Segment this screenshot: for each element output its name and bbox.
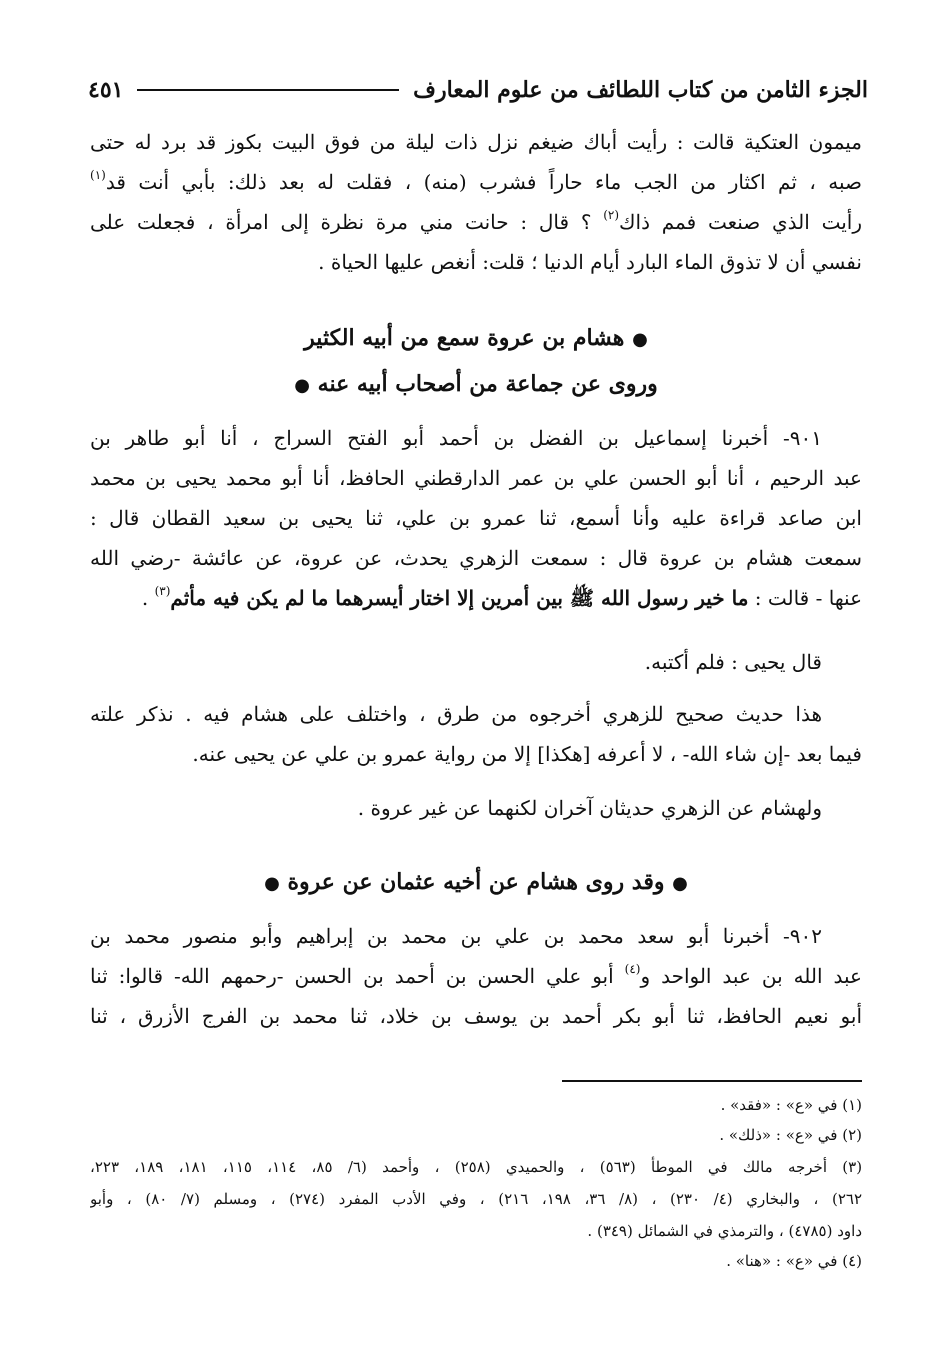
text-segment: صبه ، ثم اكثار من الجب ماء حاراً فشرب (منه) ، فقلت له بعد ذلك: بأبي أنت قد — [105, 170, 862, 194]
text-line: عبد الرحيم ، أنا أبو الحسن علي بن عمر الدارقطني الحافظ، أنا أبو محمد يحيى بن محمد — [90, 466, 862, 490]
footnote-ref[interactable]: (١) — [90, 168, 106, 182]
page-number: ٤٥١ — [88, 77, 124, 103]
footnote-2: (٢) في «ع» : «ذلك» . — [719, 1126, 862, 1144]
text-line: هذا حديث صحيح للزهري أخرجوه من طرق ، واختلف على هشام فيه . نذكر علته — [90, 702, 823, 726]
yahya-note — [90, 642, 862, 682]
text-line: فيما بعد -إن شاء الله- ، لا أعرفه [هكذا] إلا من رواية عمرو بن علي عن يحيى عنه. — [192, 742, 862, 766]
text-line: نفسي أن لا تذوق الماء البارد أيام الدنيا ؛ قلت: أنغص عليها الحياة . — [318, 250, 862, 274]
text-line: ميمون العتكية قالت : رأيت أباك ضيغم نزل ذات ليلة من فوق البيت بكوز قد برد له حتى — [90, 130, 862, 154]
text-line: ٩٠٢- أخبرنا أبو سعد محمد بن علي بن محمد بن إبراهيم وأبو منصور محمد بن — [90, 924, 822, 948]
bullet-icon: ● — [632, 329, 648, 350]
text-segment: عنها - قالت : — [748, 586, 862, 610]
heading-text: وروى عن جماعة من أصحاب أبيه عنه — [317, 371, 658, 397]
text-line: سمعت هشام بن عروة قال : سمعت الزهري يحدث، عن عروة، عن عائشة -رضي الله — [90, 546, 862, 570]
footnote-3: (٣) أخرجه مالك في الموطأ (٥٦٣) ، والحميدي (٢٥٨) ، وأحمد (٦/ ٨٥، ١١٤، ١١٥، ١٨١، ١٨٩، ٢٢٣، — [90, 1158, 862, 1176]
section-heading-1 — [90, 316, 862, 362]
text-segment: رأيت الذي صنعت فمم ذاك — [619, 210, 862, 234]
footnote-4: (٤) في «ع» : «هنا» . — [726, 1252, 862, 1270]
heading-text: هشام بن عروة سمع من أبيه الكثير — [304, 325, 625, 351]
running-title: الجزء الثامن من كتاب اللطائف من علوم المعارف — [413, 77, 868, 103]
text-segment: ؟ قال : حانت مني مرة نظرة إلى امرأة ، فجعلت على — [90, 210, 604, 234]
text-line: ولهشام عن الزهري حديثان آخران لكنهما عن غير عروة . — [357, 796, 822, 820]
hadith-matn: ما خير رسول الله ﷺ بين أمرين إلا اختار أيسرهما ما لم يكن فيه مأثم — [170, 586, 749, 610]
bullet-icon: ● — [264, 873, 280, 894]
footnote-3-cont: داود (٤٧٨٥) ، والترمذي في الشمائل (٣٤٩) . — [587, 1222, 862, 1240]
bullet-icon: ● — [672, 873, 688, 894]
heading-text: وقد روى هشام عن أخيه عثمان عن عروة — [287, 869, 665, 895]
hadith-901 — [90, 418, 862, 618]
text-line — [90, 956, 862, 996]
footnote-ref[interactable]: (٢) — [603, 208, 620, 222]
page-header — [88, 70, 868, 110]
footnote-1: (١) في «ع» : «فقد» . — [720, 1096, 862, 1114]
text-line: قال يحيى : فلم أكتبه. — [644, 650, 822, 674]
footnote-separator — [562, 1080, 862, 1082]
text-line — [90, 162, 862, 202]
text-line — [90, 578, 862, 618]
paragraph-story — [90, 122, 862, 282]
text-line: ابن صاعد قراءة عليه وأنا أسمع، ثنا عمرو بن علي، ثنا يحيى بن سعيد القطان قال : — [90, 506, 862, 530]
section-heading-1-line-2 — [90, 362, 862, 408]
text-line — [90, 202, 862, 242]
hadith-902 — [90, 916, 862, 1036]
text-line: ٩٠١- أخبرنا إسماعيل بن الفضل بن أحمد أبو الفتح السراج ، أنا أبو طاهر بن — [90, 426, 822, 450]
footnote-ref[interactable]: (٤) — [624, 962, 641, 976]
header-rule — [137, 89, 399, 91]
section-heading-2 — [90, 860, 862, 906]
text-segment: عبد الله بن عبد الواحد و — [640, 964, 862, 988]
text-line: أبو نعيم الحافظ، ثنا أبو بكر أحمد بن يوسف بن خلاد، ثنا محمد بن الفرج الأزرق ، ثنا — [90, 1004, 862, 1028]
commentary — [90, 694, 862, 774]
hisham-note — [90, 788, 862, 828]
bullet-icon: ● — [294, 375, 310, 396]
text-segment: أبو علي الحسن بن أحمد بن الحسن -رحمهم الله- قالوا: ثنا — [90, 964, 625, 988]
footnote-3-cont: ٢٦٢) ، والبخاري (٤/ ٢٣٠) ، (٨/ ٣٦، ١٩٨، ٢١٦) ، وفي الأدب المفرد (٢٧٤) ، ومسلم (٧/ ٨٠) ، وأبو — [90, 1190, 863, 1208]
footnote-ref[interactable]: (٣) — [154, 584, 171, 598]
text-segment: . — [141, 586, 155, 610]
